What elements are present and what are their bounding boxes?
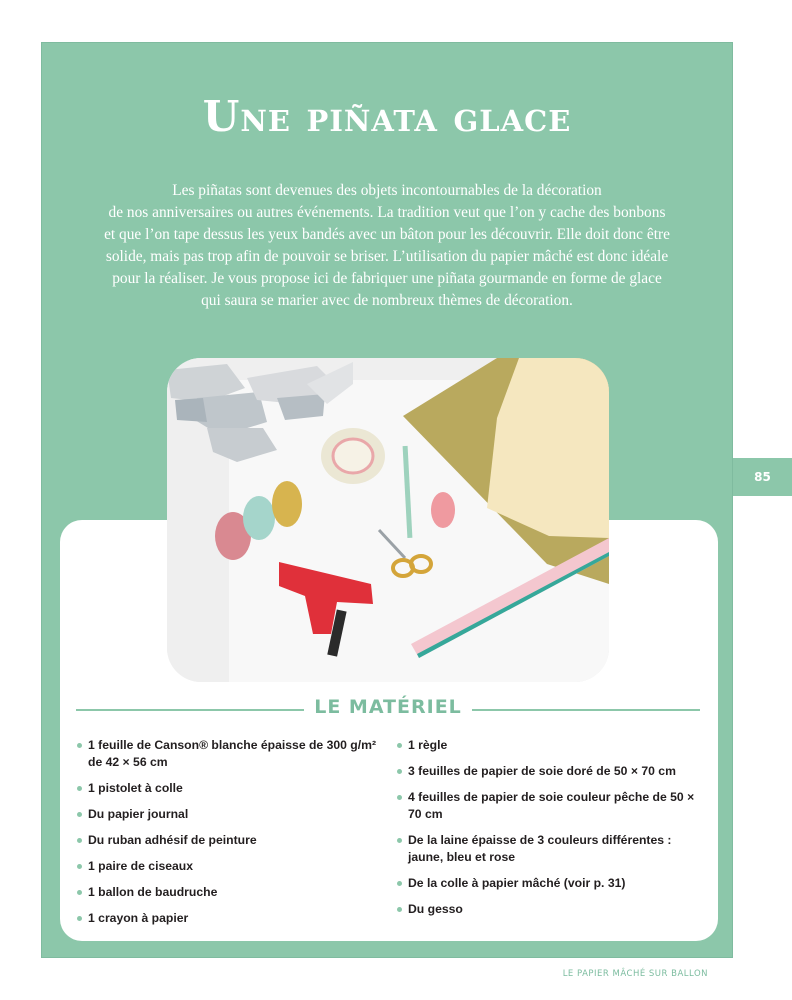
- list-item: 3 feuilles de papier de soie doré de 50 × 70 cm: [397, 763, 707, 780]
- list-item: Du papier journal: [77, 806, 377, 823]
- page-title: Une piñata glace: [202, 92, 572, 141]
- heading-rule-left: [76, 709, 304, 711]
- intro-line: solide, mais pas trop afin de pouvoir se briser. L’utilisation du papier mâché est donc idéale: [105, 248, 669, 265]
- materials-list-right: [397, 737, 707, 927]
- list-item: De la colle à papier mâché (voir p. 31): [397, 875, 707, 892]
- list-item: Du gesso: [397, 901, 707, 918]
- page-number: 85: [754, 470, 771, 484]
- intro-line: pour la réaliser. Je vous propose ici de fabriquer une piñata gourmande en forme de glace: [112, 270, 662, 287]
- materials-heading: [76, 696, 700, 722]
- intro-line: qui saura se marier avec de nombreux thèmes de décoration.: [201, 292, 573, 309]
- list-item: 1 feuille de Canson® blanche épaisse de 300 g/m² de 42 × 56 cm: [77, 737, 377, 771]
- heading-rule-right: [472, 709, 700, 711]
- intro-paragraph: [61, 180, 713, 312]
- materials-heading-text: LE MATÉRIEL: [314, 696, 462, 718]
- list-item: 1 pistolet à colle: [77, 780, 377, 797]
- list-item: 1 règle: [397, 737, 707, 754]
- list-item: 1 crayon à papier: [77, 910, 377, 927]
- list-item: 1 paire de ciseaux: [77, 858, 377, 875]
- materials-photo-illustration: [167, 358, 609, 682]
- materials-list-left: [77, 737, 377, 936]
- list-item: Du ruban adhésif de peinture: [77, 832, 377, 849]
- running-footer: LE PAPIER MÂCHÉ SUR BALLON: [562, 969, 708, 979]
- materials-photo: [167, 358, 609, 682]
- intro-line: Les piñatas sont devenues des objets incontournables de la décoration: [172, 182, 602, 199]
- balloon: [431, 492, 455, 528]
- list-item: 4 feuilles de papier de soie couleur pêche de 50 × 70 cm: [397, 789, 707, 823]
- intro-line: et que l’on tape dessus les yeux bandés avec un bâton pour les découvrir. Elle doit donc être: [104, 226, 670, 243]
- page-number-tab: [733, 458, 792, 496]
- list-item: 1 ballon de baudruche: [77, 884, 377, 901]
- intro-line: de nos anniversaires ou autres événements. La tradition veut que l’on y cache des bonbons: [108, 204, 666, 221]
- masking-tape: [321, 428, 385, 484]
- list-item: De la laine épaisse de 3 couleurs différentes : jaune, bleu et rose: [397, 832, 707, 866]
